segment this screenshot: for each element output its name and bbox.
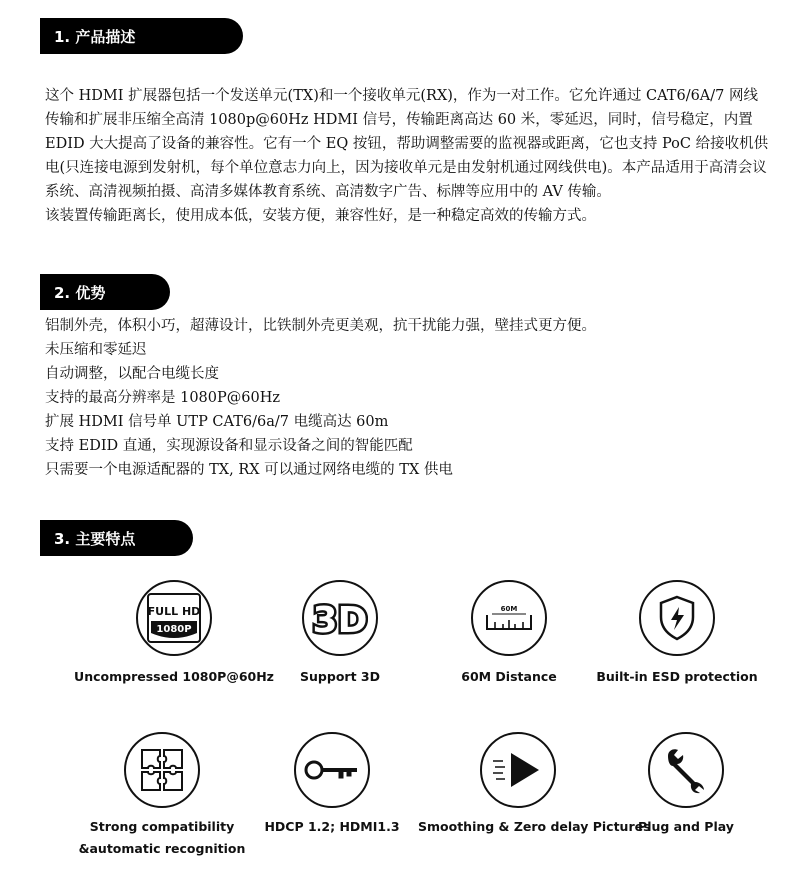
resolution-badge-text: 1080P: [156, 624, 192, 635]
feature-plug-and-play: [586, 732, 786, 838]
list-item: 支持 EDID 直通，实现源设备和显示设备之间的智能匹配: [45, 438, 413, 454]
list-item: 只需要一个电源适配器的 TX, RX 可以通过网络电缆的 TX 供电: [45, 462, 453, 478]
section-heading-description: 1. 产品描述: [40, 18, 243, 54]
key-icon: [294, 732, 370, 808]
feature-label-line: Strong compatibility: [89, 819, 235, 834]
section-heading-features: 3. 主要特点: [40, 520, 193, 556]
list-item: 支持的最高分辨率是 1080P@60Hz: [45, 390, 281, 406]
feature-label: Uncompressed 1080P@60Hz: [74, 669, 274, 684]
section-heading-advantages: 2. 优势: [40, 274, 170, 310]
feature-label: Plug and Play: [638, 819, 734, 834]
3d-icon: [302, 580, 378, 656]
list-item: 未压缩和零延迟: [45, 342, 147, 358]
feature-label: Smoothing & Zero delay Pictures: [418, 819, 651, 834]
full-hd-icon: [136, 580, 212, 656]
ruler-icon: [471, 580, 547, 656]
feature-label: Support 3D: [300, 669, 380, 684]
feature-label: HDCP 1.2; HDMI1.3: [264, 819, 400, 834]
3d-badge-text: 3D: [312, 600, 368, 638]
wrench-icon: [648, 732, 724, 808]
list-item: 自动调整，以配合电缆长度: [45, 366, 219, 382]
feature-label: 60M Distance: [461, 669, 557, 684]
description-paragraph: 该装置传输距离长，使用成本低，安装方便，兼容性好，是一种稳定高效的传输方式。: [45, 208, 596, 224]
description-text: [45, 84, 770, 228]
full-hd-badge-text: FULL HD: [147, 605, 201, 618]
list-item: 扩展 HDMI 信号单 UTP CAT6/6a/7 电缆高达 60m: [45, 414, 389, 430]
feature-hdcp: [232, 732, 432, 838]
shield-bolt-icon: [639, 580, 715, 656]
feature-label: Built-in ESD protection: [596, 669, 758, 684]
play-icon: [480, 732, 556, 808]
feature-label-line: &automatic recognition: [78, 841, 246, 856]
feature-esd: [577, 580, 777, 688]
advantages-list: [45, 314, 770, 482]
list-item: 铝制外壳，体积小巧，超薄设计，比铁制外壳更美观，抗干扰能力强，壁挂式更方便。: [45, 318, 596, 334]
puzzle-icon: [124, 732, 200, 808]
description-paragraph: 这个 HDMI 扩展器包括一个发送单元(TX)和一个接收单元(RX)，作为一对工作。它允许通过 CAT6/6A/7 网线传输和扩展非压缩全高清 1080p@60Hz HDMI 信号，传输距离高达 60 米，零延迟，同时，信号稳定，内置 EDID 大大提高了设备的兼容性。它有一个 EQ 按钮，帮助调整需要的监视器或距离，它也支持 PoC 给接收机供电(只连接电源到发射机，每个单位意志力向上，因为接收单元是由发射机通过网线供电)。本产品适用于高清会议系统、高清视频拍摄、高清多媒体教育系统、高清数字广告、标牌等应用中的 AV 传输。: [45, 88, 769, 200]
distance-badge-text: 60M: [500, 605, 518, 613]
